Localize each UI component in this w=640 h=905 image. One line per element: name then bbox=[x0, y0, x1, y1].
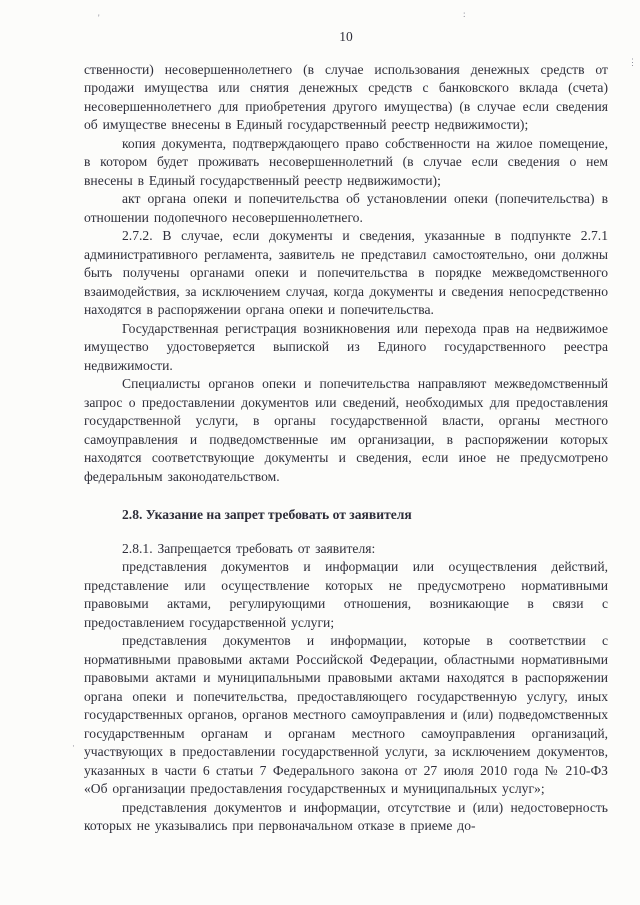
body-paragraph: 2.8.1. Запрещается требовать от заявителя: bbox=[122, 540, 376, 556]
body-paragraph: представления документов и информации, отсутствие и (или) недостоверность которых не указывались при первоначальном отказе в приеме до- bbox=[84, 799, 608, 833]
body-paragraph: копия документа, подтверждающего право собственности на жилое помещение, в котором будет проживать несовершеннолетний (в случае если сведения о нем внесены в Единый государственный реестр недвижимости); bbox=[84, 135, 608, 188]
body-paragraph: акт органа опеки и попечительства об установлении опеки (попечительства) в отношении подопечного несовершеннолетнего. bbox=[84, 191, 608, 225]
scan-artifact: ' bbox=[98, 13, 100, 23]
page-number: 10 bbox=[339, 29, 353, 44]
section-heading-2-8: 2.8. Указание на запрет требовать от заявителя bbox=[122, 507, 412, 522]
body-paragraph: Специалисты органов опеки и попечительства направляют межведомственный запрос о предоставлении документов или сведений, необходимых для предоставления государственной услуги, в органы государственной власти, органы местного самоуправления и подведомственные им организации, в распоряжении которых находятся соответствующие документы и сведения, если иное не предусмотрено федеральным законодательством. bbox=[84, 376, 608, 484]
body-paragraph: Государственная регистрация возникновения или перехода прав на недвижимое имущество удостоверяется выпиской из Единого государственного реестра недвижимости. bbox=[84, 320, 608, 373]
body-paragraph: представления документов и информации или осуществления действий, представление или осуществление которых не предусмотрено нормативными правовыми актами, регулирующими отношения, возникающие в связи с предоставлением государственной услуги; bbox=[84, 559, 608, 630]
body-paragraph: ственности) несовершеннолетнего (в случае использования денежных средств от продажи имущества или снятия денежных средств с банковского вклада (счета) несовершеннолетнего для приобретения другого имущества) (в случае если сведения об имуществе внесены в Единый государственный реестр недвижимости); bbox=[84, 61, 608, 132]
body-paragraph: представления документов и информации, которые в соответствии с нормативными правовыми актами Российской Федерации, областными нормативными правовыми актами и муниципальными правовыми актами находятся в распоряжении органа опеки и попечительства, предоставляющего государственную услугу, иных государственных органов, органов местного самоуправления и (или) подведомственных государственным органам и органам местного самоуправления организаций, участвующих в предоставлении государственной услуги, за исключением документов, указанных в части 6 статьи 7 Федерального закона от 27 июля 2010 года № 210-ФЗ «Об организации предоставления государственных и муниципальных услуг»; bbox=[84, 633, 608, 796]
body-paragraph: 2.7.2. В случае, если документы и сведения, указанные в подпункте 2.7.1 административного регламента, заявитель не представил самостоятельно, они должны быть получены органами опеки и попечительства в порядке межведомственного взаимодействия, за исключением случая, когда документы и сведения непосредственно находятся в распоряжении органа опеки и попечительства. bbox=[84, 228, 608, 317]
scan-artifact: ⋮ bbox=[628, 57, 637, 67]
scan-artifact: · bbox=[72, 741, 75, 751]
scan-artifact: : bbox=[463, 9, 466, 19]
